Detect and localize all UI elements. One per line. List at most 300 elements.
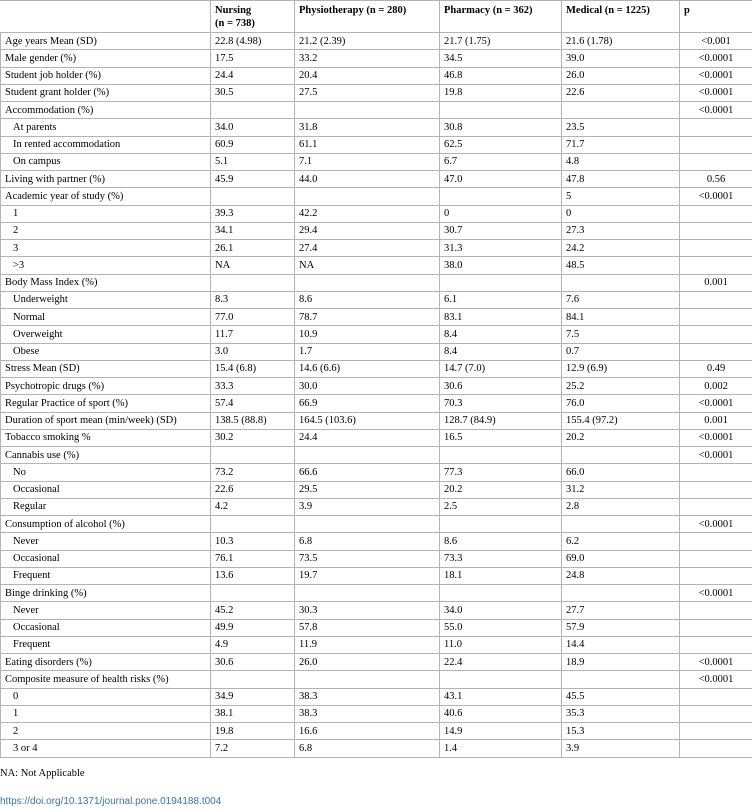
nursing-cell: NA [211, 257, 295, 274]
table-row [1, 481, 752, 498]
medical-cell: 0 [562, 205, 680, 222]
row-label: 2 [1, 222, 211, 239]
row-label: Obese [1, 343, 211, 360]
table-row [1, 240, 752, 257]
table-row [1, 222, 752, 239]
physiotherapy-cell: 29.5 [295, 481, 440, 498]
pharmacy-cell: 40.6 [440, 705, 562, 722]
pharmacy-cell [440, 585, 562, 602]
table-row [1, 412, 752, 429]
table-row [1, 378, 752, 395]
table-row [1, 705, 752, 722]
pharmacy-cell: 34.5 [440, 50, 562, 67]
p-value-cell: <0.0001 [680, 395, 752, 412]
table-row [1, 498, 752, 515]
medical-cell [562, 274, 680, 291]
table-row [1, 309, 752, 326]
pharmacy-cell: 73.3 [440, 550, 562, 567]
medical-cell: 24.2 [562, 240, 680, 257]
nursing-cell: 45.2 [211, 602, 295, 619]
physiotherapy-cell: 8.6 [295, 291, 440, 308]
pharmacy-cell: 30.8 [440, 119, 562, 136]
nursing-cell: 57.4 [211, 395, 295, 412]
nursing-cell [211, 585, 295, 602]
table-body [1, 33, 752, 758]
header-pharmacy: Pharmacy (n = 362) [440, 1, 562, 33]
p-value-cell [680, 240, 752, 257]
table-row [1, 188, 752, 205]
nursing-cell: 15.4 (6.8) [211, 360, 295, 377]
medical-cell: 69.0 [562, 550, 680, 567]
p-value-cell [680, 723, 752, 740]
row-label: Duration of sport mean (min/week) (SD) [1, 412, 211, 429]
p-value-cell [680, 636, 752, 653]
row-label: Frequent [1, 636, 211, 653]
physiotherapy-cell: 30.0 [295, 378, 440, 395]
physiotherapy-cell: 38.3 [295, 688, 440, 705]
table-row [1, 33, 752, 50]
medical-cell: 7.6 [562, 291, 680, 308]
physiotherapy-cell: 164.5 (103.6) [295, 412, 440, 429]
p-value-cell [680, 153, 752, 170]
nursing-cell: 17.5 [211, 50, 295, 67]
pharmacy-cell [440, 102, 562, 119]
pharmacy-cell: 6.7 [440, 153, 562, 170]
p-value-cell: <0.0001 [680, 516, 752, 533]
table-row [1, 429, 752, 446]
footnote: NA: Not Applicable [0, 768, 85, 779]
p-value-cell: 0.56 [680, 171, 752, 188]
pharmacy-cell [440, 516, 562, 533]
nursing-cell: 138.5 (88.8) [211, 412, 295, 429]
p-value-cell [680, 205, 752, 222]
header-cell-variable [1, 1, 211, 33]
nursing-cell [211, 447, 295, 464]
table-row [1, 153, 752, 170]
row-label: On campus [1, 153, 211, 170]
table-row [1, 464, 752, 481]
row-label: Occasional [1, 481, 211, 498]
table-row [1, 447, 752, 464]
pharmacy-cell: 1.4 [440, 740, 562, 757]
pharmacy-cell: 21.7 (1.75) [440, 33, 562, 50]
physiotherapy-cell [295, 102, 440, 119]
table-row [1, 326, 752, 343]
pharmacy-cell: 20.2 [440, 481, 562, 498]
table-row [1, 205, 752, 222]
row-label: Consumption of alcohol (%) [1, 516, 211, 533]
p-value-cell: <0.0001 [680, 67, 752, 84]
pharmacy-cell [440, 188, 562, 205]
pharmacy-cell: 22.4 [440, 654, 562, 671]
p-value-cell: <0.001 [680, 33, 752, 50]
nursing-cell: 76.1 [211, 550, 295, 567]
physiotherapy-cell: 1.7 [295, 343, 440, 360]
medical-cell: 15.3 [562, 723, 680, 740]
medical-cell: 39.0 [562, 50, 680, 67]
row-label: Tobacco smoking % [1, 429, 211, 446]
header-physiotherapy: Physiotherapy (n = 280) [295, 1, 440, 33]
p-value-cell [680, 705, 752, 722]
row-label: Living with partner (%) [1, 171, 211, 188]
medical-cell: 71.7 [562, 136, 680, 153]
physiotherapy-cell [295, 274, 440, 291]
physiotherapy-cell [295, 447, 440, 464]
p-value-cell: 0.49 [680, 360, 752, 377]
p-value-cell: <0.0001 [680, 654, 752, 671]
pharmacy-cell: 128.7 (84.9) [440, 412, 562, 429]
table-row [1, 119, 752, 136]
p-value-cell: <0.0001 [680, 188, 752, 205]
physiotherapy-cell: 57.8 [295, 619, 440, 636]
medical-cell: 18.9 [562, 654, 680, 671]
nursing-cell: 73.2 [211, 464, 295, 481]
physiotherapy-cell: 44.0 [295, 171, 440, 188]
physiotherapy-cell: 61.1 [295, 136, 440, 153]
nursing-cell: 45.9 [211, 171, 295, 188]
medical-cell: 22.6 [562, 84, 680, 101]
header-p-value: p [680, 1, 752, 33]
table-row [1, 395, 752, 412]
physiotherapy-cell: 14.6 (6.6) [295, 360, 440, 377]
p-value-cell: <0.0001 [680, 84, 752, 101]
table-row [1, 136, 752, 153]
row-label: Regular [1, 498, 211, 515]
table-row [1, 67, 752, 84]
row-label: 3 or 4 [1, 740, 211, 757]
row-label: Psychotropic drugs (%) [1, 378, 211, 395]
medical-cell: 24.8 [562, 567, 680, 584]
nursing-cell: 3.0 [211, 343, 295, 360]
nursing-cell [211, 671, 295, 688]
pharmacy-cell: 0 [440, 205, 562, 222]
p-value-cell [680, 481, 752, 498]
nursing-cell: 34.0 [211, 119, 295, 136]
medical-cell [562, 447, 680, 464]
pharmacy-cell: 70.3 [440, 395, 562, 412]
pharmacy-cell [440, 671, 562, 688]
physiotherapy-cell: 16.6 [295, 723, 440, 740]
pharmacy-cell: 43.1 [440, 688, 562, 705]
pharmacy-cell: 18.1 [440, 567, 562, 584]
row-label: Student job holder (%) [1, 67, 211, 84]
medical-cell: 27.3 [562, 222, 680, 239]
nursing-cell [211, 102, 295, 119]
p-value-cell [680, 309, 752, 326]
medical-cell: 12.9 (6.9) [562, 360, 680, 377]
medical-cell: 66.0 [562, 464, 680, 481]
medical-cell [562, 585, 680, 602]
table-row [1, 740, 752, 757]
p-value-cell [680, 291, 752, 308]
header-row [1, 1, 752, 33]
medical-cell: 7.5 [562, 326, 680, 343]
physiotherapy-cell: 24.4 [295, 429, 440, 446]
nursing-cell: 22.6 [211, 481, 295, 498]
medical-cell: 76.0 [562, 395, 680, 412]
pharmacy-cell: 8.6 [440, 533, 562, 550]
row-label: Accommodation (%) [1, 102, 211, 119]
pharmacy-cell: 34.0 [440, 602, 562, 619]
p-value-cell: <0.0001 [680, 447, 752, 464]
row-label: 2 [1, 723, 211, 740]
table-row [1, 654, 752, 671]
physiotherapy-cell [295, 671, 440, 688]
row-label: Cannabis use (%) [1, 447, 211, 464]
row-label: >3 [1, 257, 211, 274]
nursing-cell: 26.1 [211, 240, 295, 257]
medical-cell: 2.8 [562, 498, 680, 515]
table-row [1, 550, 752, 567]
nursing-cell: 7.2 [211, 740, 295, 757]
physiotherapy-cell: 30.3 [295, 602, 440, 619]
nursing-cell [211, 516, 295, 533]
p-value-cell: <0.0001 [680, 585, 752, 602]
table-row [1, 636, 752, 653]
pharmacy-cell: 16.5 [440, 429, 562, 446]
row-label: 3 [1, 240, 211, 257]
nursing-cell: 4.2 [211, 498, 295, 515]
medical-cell [562, 102, 680, 119]
row-label: Frequent [1, 567, 211, 584]
row-label: Binge drinking (%) [1, 585, 211, 602]
p-value-cell: 0.001 [680, 274, 752, 291]
nursing-cell: 10.3 [211, 533, 295, 550]
p-value-cell: <0.0001 [680, 50, 752, 67]
physiotherapy-cell: 11.9 [295, 636, 440, 653]
physiotherapy-cell: 27.5 [295, 84, 440, 101]
row-label: 0 [1, 688, 211, 705]
table-row [1, 274, 752, 291]
medical-cell: 45.5 [562, 688, 680, 705]
p-value-cell [680, 222, 752, 239]
pharmacy-cell: 30.7 [440, 222, 562, 239]
row-label: 1 [1, 705, 211, 722]
row-label: Body Mass Index (%) [1, 274, 211, 291]
nursing-cell [211, 188, 295, 205]
row-label: Regular Practice of sport (%) [1, 395, 211, 412]
row-label: Student grant holder (%) [1, 84, 211, 101]
physiotherapy-cell [295, 516, 440, 533]
table-row [1, 533, 752, 550]
physiotherapy-cell: 42.2 [295, 205, 440, 222]
medical-cell: 21.6 (1.78) [562, 33, 680, 50]
medical-cell: 31.2 [562, 481, 680, 498]
doi-link[interactable]: https://doi.org/10.1371/journal.pone.0194188.t004 [0, 796, 222, 807]
table-row [1, 585, 752, 602]
p-value-cell: <0.0001 [680, 671, 752, 688]
nursing-cell: 30.6 [211, 654, 295, 671]
table-row [1, 516, 752, 533]
physiotherapy-cell: NA [295, 257, 440, 274]
physiotherapy-cell: 20.4 [295, 67, 440, 84]
physiotherapy-cell: 10.9 [295, 326, 440, 343]
row-label: Occasional [1, 550, 211, 567]
pharmacy-cell: 38.0 [440, 257, 562, 274]
pharmacy-cell: 14.9 [440, 723, 562, 740]
table-row [1, 257, 752, 274]
pharmacy-cell: 77.3 [440, 464, 562, 481]
physiotherapy-cell: 29.4 [295, 222, 440, 239]
p-value-cell [680, 464, 752, 481]
pharmacy-cell [440, 274, 562, 291]
nursing-cell [211, 274, 295, 291]
row-label: Composite measure of health risks (%) [1, 671, 211, 688]
physiotherapy-cell [295, 188, 440, 205]
p-value-cell [680, 119, 752, 136]
p-value-cell [680, 740, 752, 757]
header-nursing: Nursing (n = 738) [211, 1, 295, 33]
nursing-cell: 34.1 [211, 222, 295, 239]
medical-cell: 155.4 (97.2) [562, 412, 680, 429]
row-label: 1 [1, 205, 211, 222]
row-label: Occasional [1, 619, 211, 636]
physiotherapy-cell: 6.8 [295, 533, 440, 550]
table-row [1, 171, 752, 188]
nursing-cell: 33.3 [211, 378, 295, 395]
table-row [1, 291, 752, 308]
nursing-cell: 13.6 [211, 567, 295, 584]
pharmacy-cell: 30.6 [440, 378, 562, 395]
row-label: No [1, 464, 211, 481]
nursing-cell: 5.1 [211, 153, 295, 170]
p-value-cell [680, 619, 752, 636]
p-value-cell: 0.001 [680, 412, 752, 429]
medical-cell: 6.2 [562, 533, 680, 550]
table-row [1, 688, 752, 705]
physiotherapy-cell: 66.9 [295, 395, 440, 412]
medical-cell: 48.5 [562, 257, 680, 274]
medical-cell: 14.4 [562, 636, 680, 653]
pharmacy-cell [440, 447, 562, 464]
p-value-cell [680, 498, 752, 515]
physiotherapy-cell: 27.4 [295, 240, 440, 257]
row-label: In rented accommodation [1, 136, 211, 153]
row-label: Male gender (%) [1, 50, 211, 67]
p-value-cell [680, 567, 752, 584]
header-medical: Medical (n = 1225) [562, 1, 680, 33]
physiotherapy-cell: 73.5 [295, 550, 440, 567]
p-value-cell [680, 326, 752, 343]
pharmacy-cell: 6.1 [440, 291, 562, 308]
p-value-cell: 0.002 [680, 378, 752, 395]
row-label: Academic year of study (%) [1, 188, 211, 205]
row-label: Never [1, 602, 211, 619]
row-label: Never [1, 533, 211, 550]
table-row [1, 360, 752, 377]
medical-cell: 4.8 [562, 153, 680, 170]
medical-cell [562, 671, 680, 688]
row-label: At parents [1, 119, 211, 136]
nursing-cell: 30.2 [211, 429, 295, 446]
physiotherapy-cell: 3.9 [295, 498, 440, 515]
nursing-cell: 49.9 [211, 619, 295, 636]
row-label: Eating disorders (%) [1, 654, 211, 671]
medical-cell [562, 516, 680, 533]
pharmacy-cell: 8.4 [440, 343, 562, 360]
medical-cell: 20.2 [562, 429, 680, 446]
physiotherapy-cell: 21.2 (2.39) [295, 33, 440, 50]
table-row [1, 619, 752, 636]
medical-cell: 47.8 [562, 171, 680, 188]
row-label: Normal [1, 309, 211, 326]
table-row [1, 84, 752, 101]
medical-cell: 23.5 [562, 119, 680, 136]
row-label: Underweight [1, 291, 211, 308]
p-value-cell [680, 688, 752, 705]
physiotherapy-cell: 33.2 [295, 50, 440, 67]
p-value-cell [680, 343, 752, 360]
table-row [1, 102, 752, 119]
nursing-cell: 77.0 [211, 309, 295, 326]
pharmacy-cell: 55.0 [440, 619, 562, 636]
medical-cell: 3.9 [562, 740, 680, 757]
pharmacy-cell: 14.7 (7.0) [440, 360, 562, 377]
nursing-cell: 34.9 [211, 688, 295, 705]
nursing-cell: 38.1 [211, 705, 295, 722]
medical-cell: 27.7 [562, 602, 680, 619]
physiotherapy-cell: 26.0 [295, 654, 440, 671]
medical-cell: 25.2 [562, 378, 680, 395]
row-label: Age years Mean (SD) [1, 33, 211, 50]
p-value-cell: <0.0001 [680, 102, 752, 119]
pharmacy-cell: 46.8 [440, 67, 562, 84]
medical-cell: 5 [562, 188, 680, 205]
pharmacy-cell: 19.8 [440, 84, 562, 101]
pharmacy-cell: 2.5 [440, 498, 562, 515]
pharmacy-cell: 83.1 [440, 309, 562, 326]
nursing-cell: 30.5 [211, 84, 295, 101]
p-value-cell [680, 550, 752, 567]
physiotherapy-cell: 66.6 [295, 464, 440, 481]
physiotherapy-cell: 7.1 [295, 153, 440, 170]
table-row [1, 343, 752, 360]
nursing-cell: 11.7 [211, 326, 295, 343]
row-label: Overweight [1, 326, 211, 343]
nursing-cell: 22.8 (4.98) [211, 33, 295, 50]
pharmacy-cell: 11.0 [440, 636, 562, 653]
physiotherapy-cell: 38.3 [295, 705, 440, 722]
table-row [1, 723, 752, 740]
physiotherapy-cell: 78.7 [295, 309, 440, 326]
pharmacy-cell: 62.5 [440, 136, 562, 153]
pharmacy-cell: 31.3 [440, 240, 562, 257]
nursing-cell: 8.3 [211, 291, 295, 308]
nursing-cell: 60.9 [211, 136, 295, 153]
physiotherapy-cell [295, 585, 440, 602]
physiotherapy-cell: 19.7 [295, 567, 440, 584]
medical-cell: 84.1 [562, 309, 680, 326]
p-value-cell [680, 602, 752, 619]
table-row [1, 602, 752, 619]
pharmacy-cell: 8.4 [440, 326, 562, 343]
table-row [1, 50, 752, 67]
nursing-cell: 24.4 [211, 67, 295, 84]
nursing-cell: 39.3 [211, 205, 295, 222]
p-value-cell: <0.0001 [680, 429, 752, 446]
nursing-cell: 4.9 [211, 636, 295, 653]
pharmacy-cell: 47.0 [440, 171, 562, 188]
medical-cell: 35.3 [562, 705, 680, 722]
physiotherapy-cell: 31.8 [295, 119, 440, 136]
row-label: Stress Mean (SD) [1, 360, 211, 377]
medical-cell: 26.0 [562, 67, 680, 84]
nursing-cell: 19.8 [211, 723, 295, 740]
physiotherapy-cell: 6.8 [295, 740, 440, 757]
p-value-cell [680, 136, 752, 153]
table-row [1, 567, 752, 584]
medical-cell: 0.7 [562, 343, 680, 360]
